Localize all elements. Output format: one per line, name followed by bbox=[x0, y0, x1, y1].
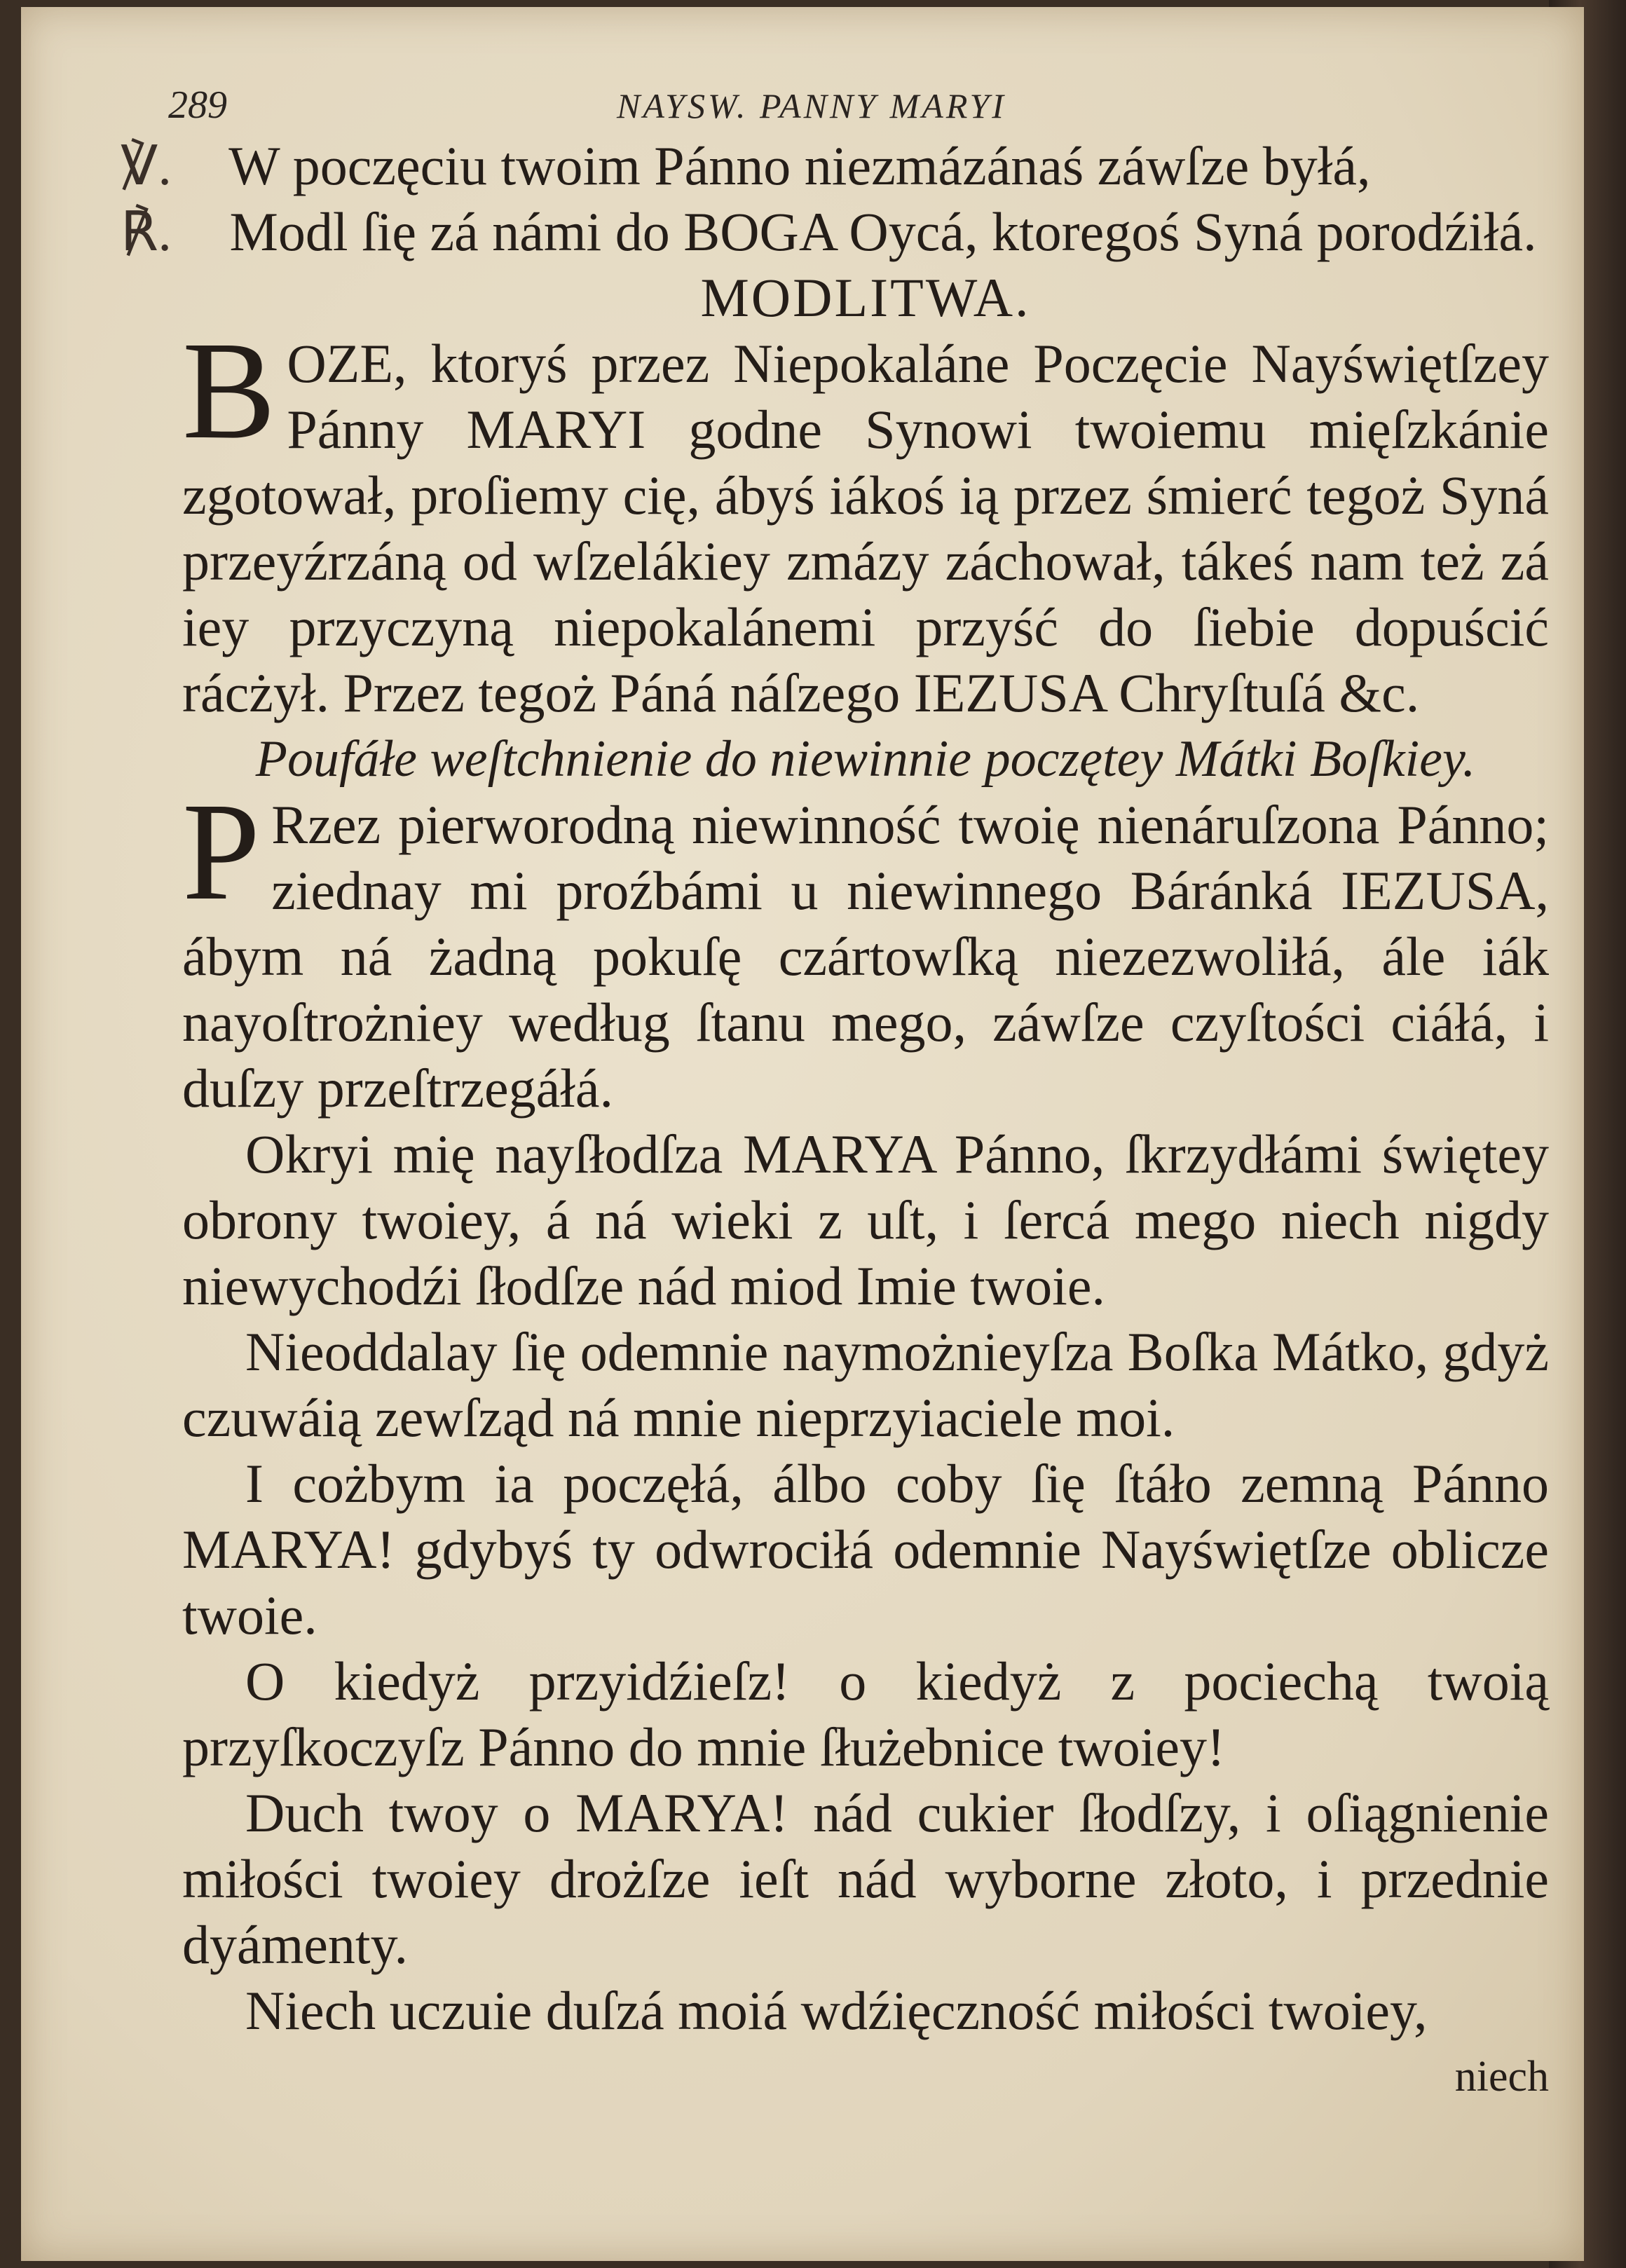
sigh-heading: Poufáłe weſtchnienie do niewinnie poczętey Mátki Boſkiey. bbox=[255, 730, 1476, 788]
dropcap-b: B bbox=[182, 313, 276, 468]
response-symbol: ℟. bbox=[121, 201, 172, 262]
response bbox=[121, 199, 1549, 265]
paragraph: Duch twoy o MARYA! nád cukier ſłodſzy, i oſiągnienie miłości twoiey drożſze ieſt nád wyborne złoto, i przednie dyámenty. bbox=[182, 1782, 1549, 1975]
paragraph: I cożbym ia poczęłá, álbo coby ſię ſtáło zemną Pánno MARYA! gdybyś ty odwrociłá odemnie Nayświętſze oblicze twoie. bbox=[182, 1453, 1549, 1646]
prayer-text: OZE, ktoryś przez Niepokaláne Poczęcie Nayświętſzey Pánny MARYI godne Synowi twoiemu mięſzkánie zgotował, proſiemy cię, ábyś iákoś ią przez śmierć tegoż Syná przeyźrzáną od wſzelákiey zmázy záchował, tákeś nam też zá iey przyczyną niepokalánemi przyść do ſiebie dopuścić rácżył. Przez tegoż Páná náſzego IEZUSA Chryſtuſá &c. bbox=[182, 333, 1549, 723]
sigh-paragraph bbox=[182, 774, 1549, 1121]
page-number: 289 bbox=[168, 83, 227, 127]
versicle-symbol: ℣. bbox=[121, 135, 172, 196]
paragraph: Niech uczuie duſzá moiá wdźięczność miłości twoiey, bbox=[245, 1980, 1428, 2041]
page-text bbox=[121, 133, 1549, 2110]
running-title: NAYSW. PANNY MARYI bbox=[617, 86, 1006, 125]
versicle bbox=[121, 133, 1549, 199]
versicle-text: W poczęciu twoim Pánno niezmázánaś záwſze byłá, bbox=[228, 135, 1371, 196]
prayer-paragraph bbox=[182, 313, 1549, 726]
page-header bbox=[168, 83, 1430, 139]
paragraph: Nieoddalay ſię odemnie naymożnieyſza Boſka Mátko, gdyż czuwáią zewſząd ná mnie nieprzyiaciele moi. bbox=[182, 1321, 1549, 1448]
catchword: niech bbox=[1454, 2053, 1549, 2100]
dropcap-p: P bbox=[182, 774, 261, 929]
paragraph: O kiedyż przyidźieſz! o kiedyż z pociechą twoią przyſkoczyſz Pánno do mnie ſłużebnice twoiey! bbox=[182, 1651, 1549, 1777]
response-text: Modl ſię zá námi do BOGA Oycá, ktoregoś Syná porodźiłá. bbox=[229, 201, 1537, 262]
sigh-text: Rzez pierworodną niewinność twoię nienáruſzona Pánno; ziednay mi proźbámi u niewinnego Báránká IEZUSA, ábym ná żadną pokuſę czártowſką niezezwoliłá, ále iák nayoſtrożniey według ſtanu mego, záwſze czyſtości ciáłá, i duſzy przeſtrzegáłá. bbox=[182, 794, 1549, 1119]
prayer-heading: MODLITWA. bbox=[700, 267, 1031, 328]
paragraph: Okryi mię nayſłodſza MARYA Pánno, ſkrzydłámi świętey obrony twoiey, á ná wieki z uſt, i ſercá mego niech nigdy niewychodźi ſłodſze nád miod Imie twoie. bbox=[182, 1123, 1549, 1316]
